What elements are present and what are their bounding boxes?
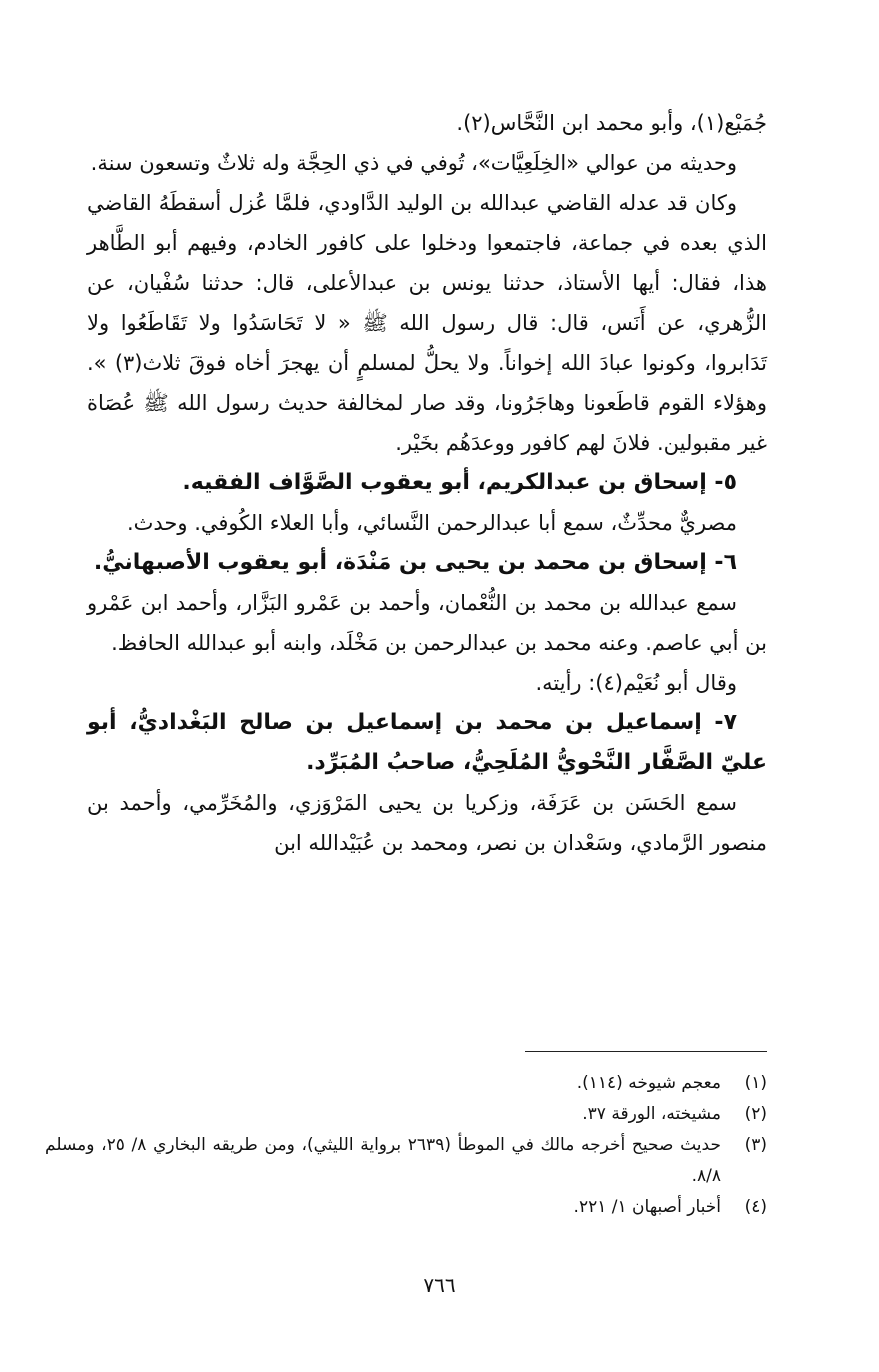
paragraph: وقال أبو نُعَيْم(٤): رأيته.	[535, 671, 737, 695]
footnote-text: مشيخته، الورقة ٣٧.	[582, 1104, 721, 1124]
main-text	[87, 103, 767, 863]
footnote	[45, 1099, 767, 1130]
footnote-number: (٣)	[744, 1135, 767, 1155]
footnote-number: (٢)	[744, 1104, 767, 1124]
footnote-number: (١)	[744, 1073, 767, 1093]
biography-entry-heading: ٥- إسحاق بن عبدالكريم، أبو يعقوب الصَّوَّاف الفقيه.	[182, 470, 737, 495]
footnote-divider	[525, 1051, 767, 1052]
footnote-number: (٤)	[744, 1197, 767, 1217]
footnote	[45, 1068, 767, 1099]
footnote-text: معجم شيوخه (١١٤).	[576, 1073, 721, 1093]
footnote-text: حديث صحيح أخرجه مالك في الموطأ (٢٦٣٩ برواية الليثي)، ومن طريقه البخاري ٨/ ٢٥، ومسلم ٨/٨.	[45, 1135, 721, 1186]
footnote	[45, 1192, 767, 1223]
footnote	[45, 1130, 767, 1192]
footnotes	[45, 1068, 767, 1223]
paragraph: وكان قد عدله القاضي عبدالله بن الوليد الدَّاودي، فلمَّا عُزل أسقطَهُ القاضي الذي بعده في جماعة، فاجتمعوا ودخلوا على كافور الخادم، وفيهم أبو الطَّاهر هذا، فقال: أيها الأستاذ، حدثنا يونس بن عبدالأعلى، قال: حدثنا سُفْيان، عن الزُّهري، عن أَنَس، قال: قال رسول الله ﷺ « لا تَحَاسَدُوا ولا تَقَاطَعُوا ولا تَدَابروا، وكونوا عبادَ الله إخواناً. ولا يحلُّ لمسلمٍ أن يهجرَ أخاه فوقَ ثلاث(٣) ». وهؤلاء القوم قاطَعونا وهاجَرُونا، وقد صار لمخالفة حديث رسول الله ﷺ عُصَاة غير مقبولين. فلانَ لهم كافور ووعدَهُم بخَيْر.	[87, 191, 767, 455]
paragraph: سمع الحَسَن بن عَرَفَة، وزكريا بن يحيى المَرْوَزي، والمُخَرِّمي، وأحمد بن منصور الرَّمادي، وسَعْدان بن نصر، ومحمد بن عُبَيْدالله ابن	[87, 791, 767, 855]
paragraph: جُمَيْع(١)، وأبو محمد ابن النَّحَّاس(٢).	[456, 111, 767, 135]
biography-entry-heading: ٦- إسحاق بن محمد بن يحيى بن مَنْدَة، أبو يعقوب الأصبهانيُّ.	[93, 550, 737, 575]
footnote-text: أخبار أصبهان ١/ ٢٢١.	[573, 1197, 721, 1217]
paragraph: وحديثه من عوالي «الخِلَعِيَّات»، تُوفي في ذي الحِجَّة وله ثلاثٌ وتسعون سنة.	[90, 151, 737, 175]
paragraph: سمع عبدالله بن محمد بن النُّعْمان، وأحمد بن عَمْرو البَزَّار، وأحمد ابن عَمْرو بن أبي عاصم. وعنه محمد بن عبدالرحمن بن مَخْلَد، وابنه أبو عبدالله الحافظ.	[87, 591, 767, 655]
paragraph: مصريٌّ محدِّثٌ، سمع أبا عبدالرحمن النَّسائي، وأبا العلاء الكُوفي. وحدث.	[126, 511, 737, 535]
biography-entry-heading: ٧- إسماعيل بن محمد بن إسماعيل بن صالح البَغْداديُّ، أبو عليّ الصَّفَّار النَّحْويُّ المُلَحِيُّ، صاحبُ المُبَرِّد.	[87, 710, 767, 775]
page-number: ٧٦٦	[423, 1273, 456, 1297]
